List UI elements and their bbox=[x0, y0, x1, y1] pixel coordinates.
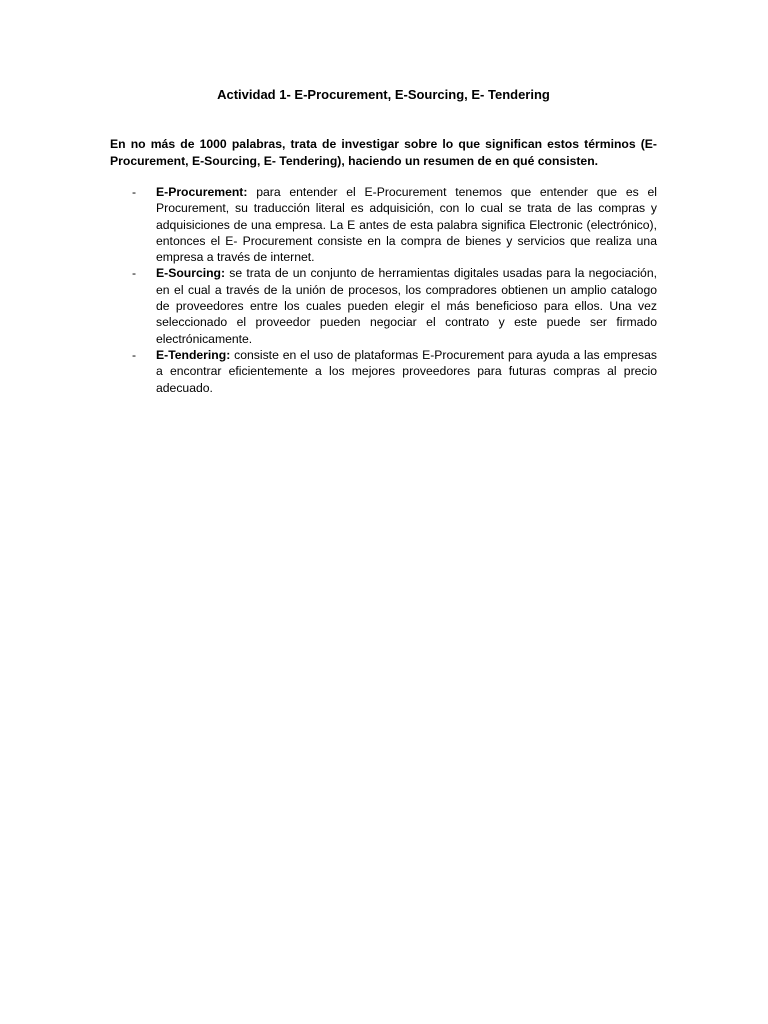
list-item-e-procurement bbox=[110, 184, 657, 265]
term-name: E-Tendering: bbox=[156, 347, 231, 362]
list-item-e-sourcing bbox=[110, 265, 657, 346]
term-description: para entender el E-Procurement tenemos que entender que es el Procurement, su traducción literal es adquisición, con lo cual se trata de las compras y adquisiciones de una empresa. La E antes de esta palabra significa Electronic (electrónico), entonces el E- Procurement consiste en la compra de bienes y servicios que realiza una empresa a través de internet. bbox=[156, 185, 657, 265]
list-item-e-tendering bbox=[110, 347, 657, 396]
list-bullet: - bbox=[132, 185, 137, 199]
list-bullet: - bbox=[132, 266, 137, 281]
document-title: Actividad 1- E-Procurement, E-Sourcing, E- Tendering bbox=[217, 87, 550, 102]
term-list bbox=[110, 184, 657, 396]
term-description: se trata de un conjunto de herramientas digitales usadas para la negociación, en el cual a través de la unión de procesos, los compradores obtienen un amplio catalogo de proveedores entre los cuales pueden elegir el más beneficioso para ellos. Una vez seleccionado el proveedor pueden negociar el contrato y este puede ser firmado electrónicamente. bbox=[156, 266, 657, 346]
intro-paragraph: En no más de 1000 palabras, trata de investigar sobre lo que significan estos términos (E-Procurement, E-Sourcing, E- Tendering), haciendo un resumen de en qué consisten. bbox=[110, 137, 657, 168]
list-bullet: - bbox=[132, 347, 137, 362]
term-description: consiste en el uso de plataformas E-Procurement para ayuda a las empresas a encontrar eficientemente a los mejores proveedores para futuras compras al precio adecuado. bbox=[156, 347, 657, 395]
term-name: E-Sourcing: bbox=[156, 266, 226, 281]
term-name: E-Procurement: bbox=[156, 185, 248, 199]
